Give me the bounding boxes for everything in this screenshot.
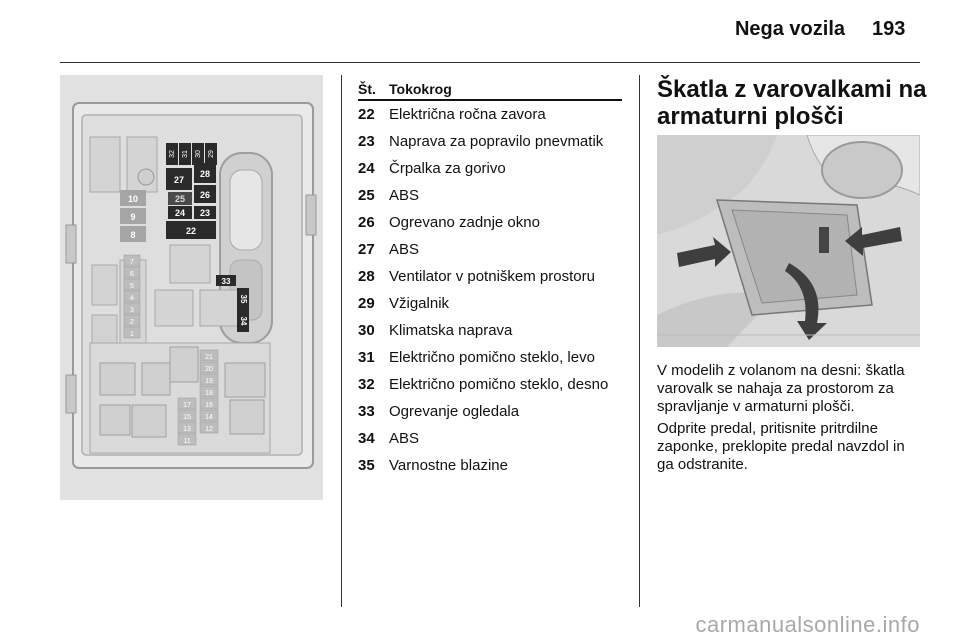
- fuse-table: [358, 79, 622, 484]
- fuse-label-5: 5: [130, 283, 134, 290]
- fuse-label-3: 3: [130, 307, 134, 314]
- circuit-name: Ogrevano zadnje okno: [389, 214, 540, 231]
- fuse-box-diagram: [60, 75, 323, 500]
- circuit-name: Črpalka za gorivo: [389, 160, 506, 177]
- circuit-name: Električno pomično steklo, levo: [389, 349, 595, 366]
- fuse-label-6: 6: [130, 271, 134, 278]
- fuse-label-25: 25: [174, 194, 186, 204]
- fuse-label-8: 8: [130, 230, 136, 240]
- fuse-label-34: 34: [238, 316, 248, 326]
- fuse-number: 22: [358, 106, 375, 123]
- fuse-number: 31: [358, 349, 375, 366]
- fuse-number: 27: [358, 241, 375, 258]
- fuse-label-11: 11: [183, 438, 191, 445]
- table-row: [358, 457, 622, 475]
- header-number: Št.: [358, 81, 376, 97]
- table-row: [358, 106, 622, 124]
- table-row: [358, 349, 622, 367]
- circuit-name: Naprava za popravilo pnevmatik: [389, 133, 604, 150]
- page-number: 193: [872, 18, 906, 40]
- fuse-label-22: 22: [185, 226, 197, 236]
- fuse-label-7: 7: [130, 259, 134, 266]
- header-divider: [60, 62, 920, 63]
- table-row: [358, 133, 622, 151]
- fuse-number: 23: [358, 133, 375, 150]
- fuse-label-1: 1: [130, 331, 134, 338]
- table-row: [358, 214, 622, 232]
- fuse-label-16: 16: [205, 402, 213, 409]
- table-row: [358, 160, 622, 178]
- fuse-label-26: 26: [199, 190, 211, 200]
- table-row: [358, 187, 622, 205]
- section-title: Škatla z varovalkami na armaturni plošči: [657, 76, 927, 130]
- circuit-name: ABS: [389, 430, 420, 447]
- fuse-label-27: 27: [173, 175, 185, 185]
- fuse-label-2: 2: [130, 319, 134, 326]
- fuse-label-35: 35: [238, 294, 248, 304]
- paragraph-1: V modelih z volanom na desni: škatla varovalk se nahaja za prostorom za spravljanje v armaturni plošči.: [657, 362, 905, 415]
- circuit-name: Varnostne blazine: [389, 457, 508, 474]
- fuse-number: 26: [358, 214, 375, 231]
- fuse-number: 28: [358, 268, 375, 285]
- fuse-label-10: 10: [127, 194, 139, 204]
- paragraph-2: Odprite predal, pritisnite pritrdilne zaponke, preklopite predal navzdol in ga odstranite.: [657, 420, 905, 473]
- table-row: [358, 322, 622, 340]
- fuse-number: 30: [358, 322, 375, 339]
- fuse-label-23: 23: [199, 208, 211, 218]
- fuse-label-29: 29: [207, 150, 215, 158]
- column-divider-right: [639, 75, 640, 607]
- fuse-label-18: 18: [205, 390, 213, 397]
- fuse-label-4: 4: [130, 295, 134, 302]
- fuse-label-9: 9: [130, 212, 136, 222]
- circuit-name: Klimatska naprava: [389, 322, 513, 339]
- fuse-label-33: 33: [221, 277, 231, 286]
- circuit-name: Električno pomično steklo, desno: [389, 376, 609, 393]
- fuse-number: 24: [358, 160, 375, 177]
- table-header: [358, 79, 622, 99]
- table-row: [358, 295, 622, 313]
- table-row: [358, 376, 622, 394]
- watermark: carmanualsonline.info: [695, 612, 920, 637]
- fuse-label-12: 12: [205, 426, 213, 433]
- circuit-name: Ventilator v potniškem prostoru: [389, 268, 595, 285]
- fuse-label-30: 30: [194, 150, 202, 158]
- circuit-name: Ogrevanje ogledala: [389, 403, 520, 420]
- fuse-label-31: 31: [181, 150, 189, 158]
- fuse-number: 35: [358, 457, 375, 474]
- fuse-label-13: 13: [183, 426, 191, 433]
- fuse-number: 33: [358, 403, 375, 420]
- fuse-label-24: 24: [174, 208, 186, 218]
- table-header-rule: [358, 99, 622, 101]
- table-row: [358, 430, 622, 448]
- fuse-label-28: 28: [199, 169, 211, 179]
- fuse-label-21: 21: [205, 354, 213, 361]
- circuit-name: ABS: [389, 241, 420, 258]
- fuse-label-17: 17: [183, 402, 191, 409]
- table-row: [358, 241, 622, 259]
- header-circuit: Tokokrog: [389, 81, 452, 97]
- fuse-number: 25: [358, 187, 375, 204]
- fuse-label-32: 32: [168, 150, 176, 158]
- table-row: [358, 403, 622, 421]
- table-row: [358, 268, 622, 286]
- fuse-label-14: 14: [205, 414, 213, 421]
- fuse-label-15: 15: [183, 414, 191, 421]
- fuse-label-20: 20: [205, 366, 213, 373]
- circuit-name: Električna ročna zavora: [389, 106, 546, 123]
- circuit-name: ABS: [389, 187, 420, 204]
- fuse-number: 34: [358, 430, 375, 447]
- column-divider-left: [341, 75, 342, 607]
- circuit-name: Vžigalnik: [389, 295, 450, 312]
- dashboard-photo: [657, 135, 920, 347]
- fuse-label-19: 19: [205, 378, 213, 385]
- page-header-title: Nega vozila: [734, 18, 845, 40]
- fuse-number: 32: [358, 376, 375, 393]
- fuse-number: 29: [358, 295, 375, 312]
